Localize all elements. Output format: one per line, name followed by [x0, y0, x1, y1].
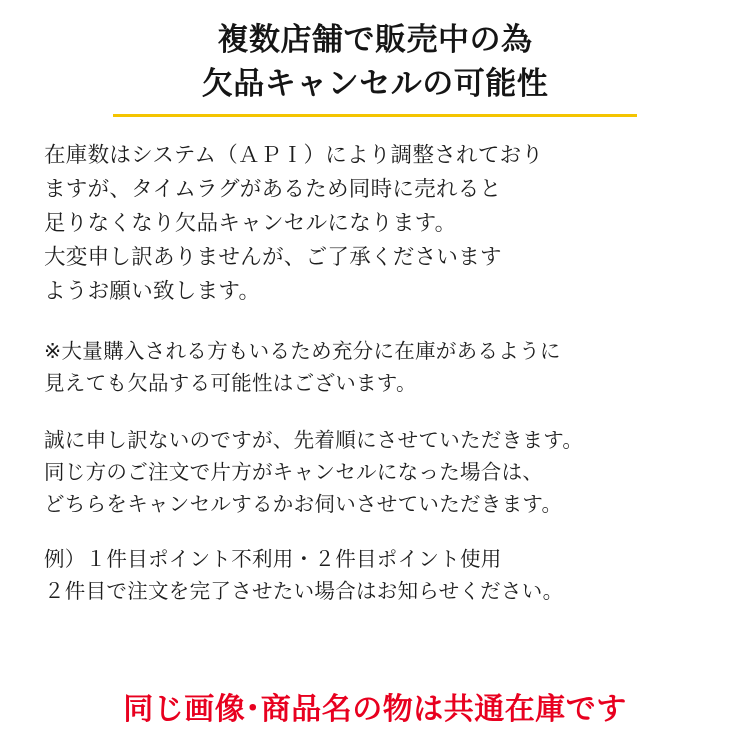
spacer-1: [44, 309, 706, 335]
paragraph-example: [44, 543, 706, 608]
heading-line-2: 欠品キャンセルの可能性: [201, 66, 549, 103]
paragraph4-line-1: 例）１件目ポイント不利用・２件目ポイント使用: [44, 546, 502, 571]
paragraph3-line-3: どちらをキャンセルするかお伺いさせていただきます。: [44, 492, 563, 517]
heading-line-1: 複数店舗で販売中の為: [217, 22, 533, 58]
paragraph1-line-2: ますが、タイムラグがあるため同時に売れると: [44, 177, 502, 202]
spacer-2: [44, 400, 706, 424]
paragraph1-line-1: 在庫数はシステム（ＡＰＩ）により調整されており: [44, 143, 544, 169]
paragraph1-line-3: 足りなくなり欠品キャンセルになります。: [44, 210, 457, 236]
footer-notice-text: 同じ画像･商品名の物は共通在庫です: [123, 692, 627, 727]
paragraph-bulk-purchase-note: [44, 335, 706, 400]
page-heading: [0, 0, 750, 117]
paragraph3-line-1: 誠に申し訳ないのですが、先着順にさせていただきます。: [44, 427, 584, 452]
paragraph1-line-5: ようお願い致します。: [44, 278, 261, 304]
paragraph-first-come-policy: [44, 424, 706, 521]
paragraph4-line-2: ２件目で注文を完了させたい場合はお知らせください。: [44, 579, 564, 604]
notice-body: [0, 117, 750, 607]
paragraph2-line-1: ※大量購入される方もいるため充分に在庫があるように: [44, 338, 561, 363]
paragraph1-line-4: 大変申し訳ありませんが、ご了承くださいます: [44, 244, 502, 270]
paragraph-stock-system: [44, 139, 706, 309]
spacer-3: [44, 521, 706, 543]
paragraph3-line-2: 同じ方のご注文で片方がキャンセルになった場合は、: [44, 460, 544, 484]
paragraph2-line-2: 見えても欠品する可能性はございます。: [44, 371, 417, 396]
footer-notice: [0, 692, 750, 728]
